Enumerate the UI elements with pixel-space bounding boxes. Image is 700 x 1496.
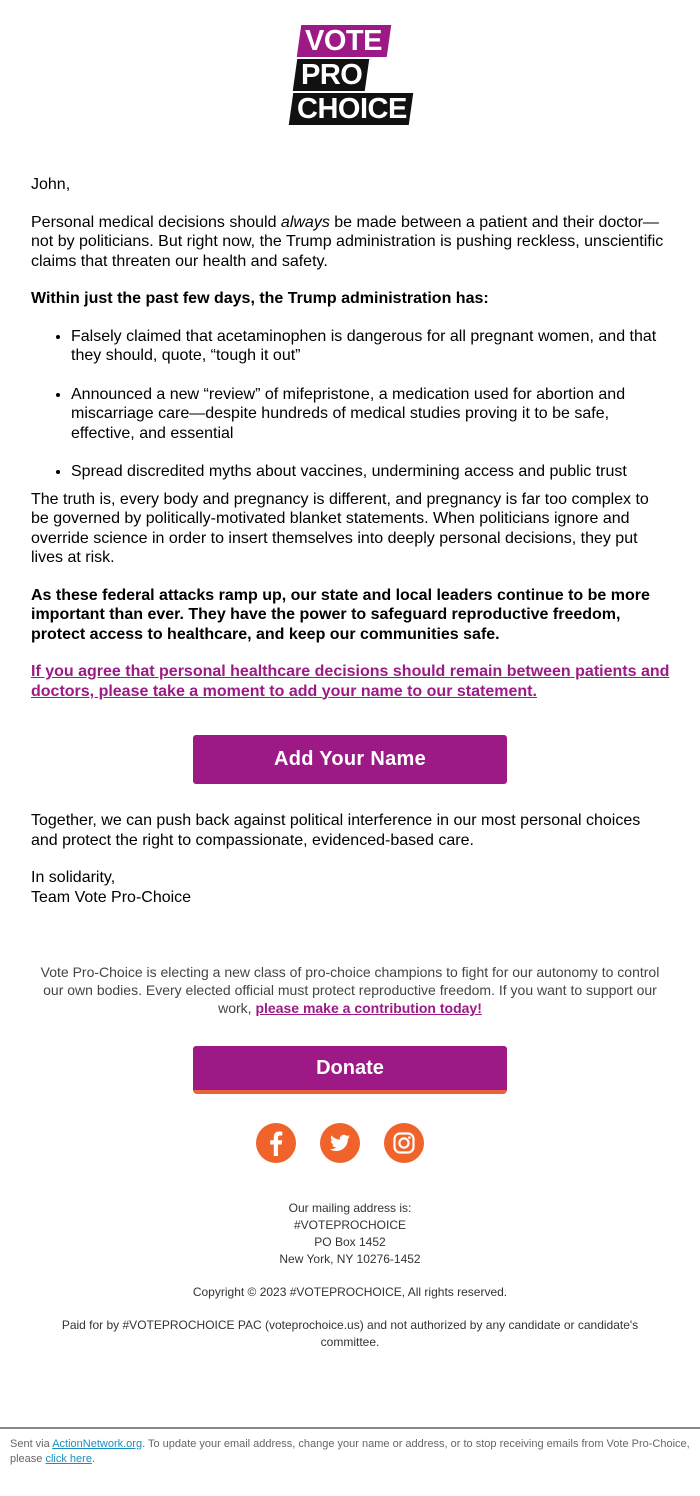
logo-line-choice: CHOICE — [289, 93, 413, 125]
list-item: • Spread discredited myths about vaccines, undermining access and public trust — [71, 462, 671, 482]
donate-button[interactable]: Donate — [193, 1046, 507, 1094]
action-network-link[interactable]: ActionNetwork.org — [52, 1438, 143, 1450]
logo-line-vote: VOTE — [297, 25, 391, 57]
sent-via-notice: Sent via ActionNetwork.org. To update your email address, change your name or address, or to stop receiving emails from Vote Pro-Choice, please click here. — [10, 1438, 690, 1465]
paid-for-disclaimer: Paid for by #VOTEPROCHOICE PAC (voteprochoice.us) and not authorized by any candidate or candidate's committee. — [61, 1318, 639, 1349]
social-links — [256, 1123, 426, 1163]
email-body — [31, 175, 671, 719]
facebook-icon[interactable] — [256, 1123, 296, 1163]
mailing-address: Our mailing address is: #VOTEPROCHOICE PO Box 1452 New York, NY 10276-1452 — [279, 1201, 421, 1266]
leaders-paragraph: As these federal attacks ramp up, our state and local leaders continue to be more important than ever. They have the power to safeguard reproductive freedom, protect access to healthcare, and keep our communities safe. — [31, 586, 650, 643]
greeting: John, — [31, 176, 71, 193]
signoff: In solidarity, Team Vote Pro-Choice — [31, 869, 192, 906]
bullet-list — [31, 327, 671, 482]
logo-line-pro: PRO — [293, 59, 369, 91]
signature: Team Vote Pro-Choice — [31, 888, 192, 906]
intro-paragraph: Personal medical decisions should always be made between a patient and their doctor—not by politicians. But right now, the Trump administration is pushing reckless, unscientific claims that threaten our health and safety. — [31, 213, 664, 270]
add-your-name-button[interactable]: Add Your Name — [193, 735, 507, 784]
email-closing — [31, 811, 671, 925]
list-item: • Falsely claimed that acetaminophen is dangerous for all pregnant women, and that they should, quote, “tough it out” — [71, 327, 671, 366]
footer-blurb: Vote Pro-Choice is electing a new class of pro-choice champions to fight for our autonomy to control our own bodies. Every elected official must protect reproductive freedom. If you want to support our work, please make a contribution today! — [40, 964, 660, 1016]
lead-in: Within just the past few days, the Trump administration has: — [31, 290, 489, 307]
contribution-link[interactable]: please make a contribution today! — [255, 1000, 482, 1016]
unsubscribe-link[interactable]: click here — [45, 1453, 92, 1465]
cta-paragraph — [31, 662, 671, 701]
list-item: • Announced a new “review” of mifepristone, a medication used for abortion and miscarriage care—despite hundreds of medical studies proving it to be safe, effective, and essential — [71, 385, 671, 444]
truth-paragraph: The truth is, every body and pregnancy is different, and pregnancy is far too complex to be governed by politically-motivated blanket statements. When politicians ignore and override science in order to insert themselves into deeply personal decisions, they put lives at risk. — [31, 490, 649, 566]
together-paragraph: Together, we can push back against political interference in our most personal choices and protect the right to compassionate, evidenced-based care. — [31, 812, 641, 849]
twitter-icon[interactable] — [320, 1123, 360, 1163]
vote-pro-choice-logo — [289, 25, 414, 126]
copyright: Copyright © 2023 #VOTEPROCHOICE, All rights reserved. — [192, 1285, 508, 1299]
divider — [0, 1427, 700, 1429]
instagram-icon[interactable] — [384, 1123, 424, 1163]
add-name-link[interactable]: If you agree that personal healthcare decisions should remain between patients and doctors, please take a moment to add your name to our statement. — [31, 663, 670, 700]
